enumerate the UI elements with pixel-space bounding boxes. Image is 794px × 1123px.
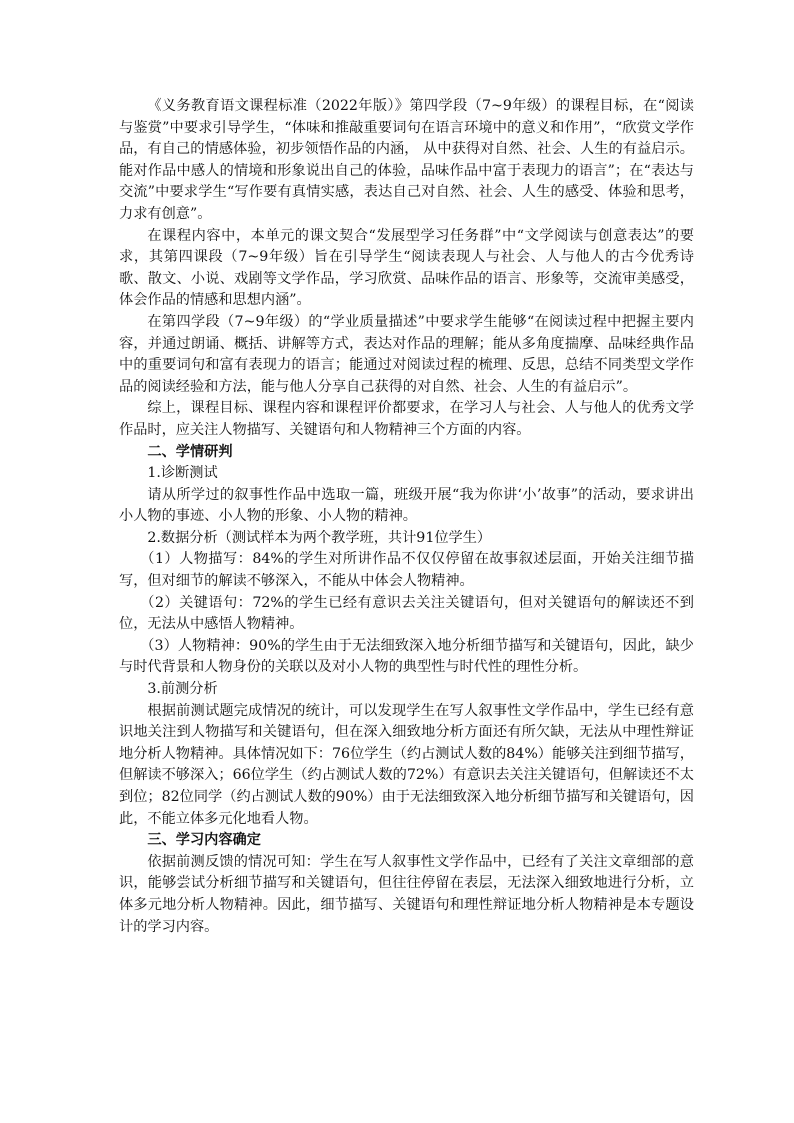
analysis-point-character-description: （1）人物描写：84%的学生对所讲作品不仅仅停留在故事叙述层面，开始关注细节描写，但对细节的解读不够深入，不能从中体会人物精神。 [119, 551, 694, 590]
section-3-heading: 三、学习内容确定 [147, 832, 261, 849]
diagnostic-test-text: 请从所学过的叙事性作品中选取一篇，班级开展“我为你讲‘小’故事”的活动，要求讲出小人物的事迹、小人物的形象、小人物的精神。 [119, 486, 694, 525]
document-body [119, 96, 694, 938]
section-3-text: 依据前测反馈的情况可知：学生在写人叙事性文学作品中，已经有了关注文章细部的意识，能够尝试分析细节描写和关键语句，但往往停留在表层，无法深入细致地进行分析，立体多元地分析人物精神。因此，细节描写、关键语句和理性辩证地分析人物精神是本专题设计的学习内容。 [119, 853, 694, 935]
pretest-analysis-text: 根据前测试题完成情况的统计，可以发现学生在写人叙事性文学作品中，学生已经有意识地关注到人物描写和关键语句，但在深入细致地分析方面还有所欠缺，无法从中理性辩证地分析人物精神。具体情况如下：76位学生（约占测试人数的84%）能够关注到细节描写，但解读不够深入；66位学生（约占测试人数的72%）有意识去关注关键语句，但解读还不太到位；82位同学（约占测试人数的90%）由于无法细致深入地分析细节描写和关键语句，因此，不能立体多元化地看人物。 [119, 702, 694, 827]
data-analysis-heading: 2.数据分析（测试样本为两个教学班，共计91位学生） [147, 529, 492, 546]
paragraph-summary: 综上，课程目标、课程内容和课程评价都要求，在学习人与社会、人与他人的优秀文学作品时，应关注人物描写、关键语句和人物精神三个方面的内容。 [119, 400, 694, 438]
analysis-point-key-sentences: （2）关键语句：72%的学生已经有意识去关注关键语句，但对关键语句的解读还不到位，无法从中感悟人物精神。 [119, 594, 694, 633]
paragraph-curriculum-content: 在课程内容中，本单元的课文契合“发展型学习任务群”中“文学阅读与创意表达”的要求，其第四课段（7~9年级）旨在引导学生“阅读表现人与社会、人与他人的古今优秀诗歌、散文、小说、戏剧等文学作品，学习欣赏、品味作品的语言、形象等，交流审美感受，体会作品的情感和思想内涵”。 [119, 227, 694, 309]
section-2-heading: 二、学情研判 [147, 443, 233, 460]
paragraph-quality-description: 在第四学段（7~9年级）的“学业质量描述”中要求学生能够“在阅读过程中把握主要内容，并通过朗诵、概括、讲解等方式，表达对作品的理解；能从多角度揣摩、品味经典作品中的重要词句和富有表现力的语言；能通过对阅读过程的梳理、反思，总结不同类型文学作品的阅读经验和方法，能与他人分享自己获得的对自然、社会、人生的有益启示”。 [119, 313, 694, 395]
diagnostic-test-heading: 1.诊断测试 [147, 465, 218, 482]
pretest-analysis-heading: 3.前测分析 [147, 681, 218, 698]
paragraph-curriculum-goals: 《义务教育语文课程标准（2022年版）》第四学段（7~9年级）的课程目标，在“阅读与鉴赏”中要求引导学生，“体味和推敲重要词句在语言环境中的意义和作用”，“欣赏文学作品，有自己的情感体验，初步领悟作品的内涵， 从中获得对自然、社会、人生的有益启示。能对作品中感人的情境和形象说出自己的体验，品味作品中富于表现力的语言”；在“表达与交流”中要求学生“写作要有真情实感，表达自己对自然、社会、人生的感受、体验和思考，力求有创意”。 [119, 98, 694, 222]
analysis-point-character-spirit: （3）人物精神：90%的学生由于无法细致深入地分析细节描写和关键语句，因此，缺少与时代背景和人物身份的关联以及对小人物的典型性与时代性的理性分析。 [119, 637, 694, 676]
